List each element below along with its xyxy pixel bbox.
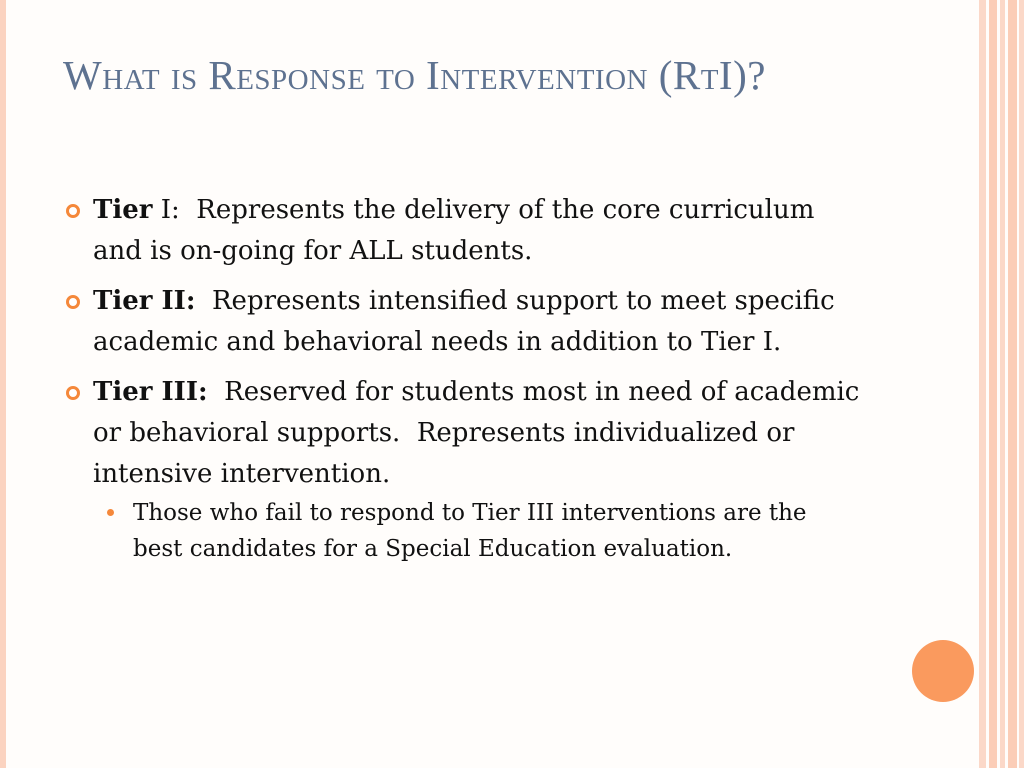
bullet-text: Reserved for students most in need of academic or behavioral supports. Represents individualized or intensive intervention. — [93, 377, 868, 489]
right-border-stripe — [1000, 0, 1005, 768]
sub-bullet-list — [93, 495, 860, 567]
right-border-stripe — [1008, 0, 1017, 768]
bullet-term: Tier II: — [93, 286, 196, 316]
bullet-item-tier-3 — [60, 372, 868, 567]
right-border-stripe — [989, 0, 997, 768]
sub-bullet-item — [93, 495, 860, 567]
ring-bullet-icon — [66, 386, 80, 400]
bullet-term: Tier III: — [93, 377, 208, 407]
bullet-item-tier-2 — [60, 281, 860, 363]
slide-title: What is Response to Intervention (RtI)? — [63, 52, 766, 98]
ring-bullet-icon — [66, 204, 80, 218]
bullet-term: Tier — [93, 195, 153, 225]
bullet-text: Represents intensified support to meet specific academic and behavioral needs in addition to Tier I. — [93, 286, 843, 357]
bullet-term-suffix: I: — [152, 195, 180, 225]
ring-bullet-icon — [66, 295, 80, 309]
bullet-text: Represents the delivery of the core curriculum and is on-going for ALL students. — [93, 195, 823, 266]
right-border-stripe — [979, 0, 986, 768]
right-border-stripe — [1019, 0, 1024, 768]
decorative-circle — [912, 640, 974, 702]
bullet-list — [60, 190, 868, 576]
left-border-stripe — [0, 0, 6, 768]
sub-bullet-text: Those who fail to respond to Tier III interventions are the best candidates for a Special Education evaluation. — [133, 500, 807, 562]
dot-bullet-icon — [107, 509, 114, 516]
bullet-item-tier-1 — [60, 190, 860, 272]
